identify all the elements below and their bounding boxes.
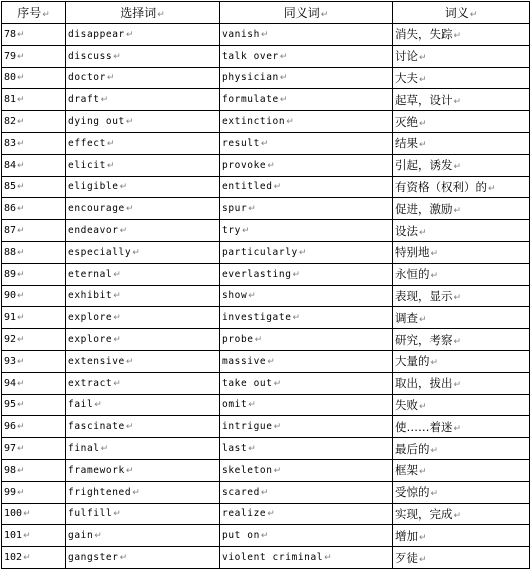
row-meaning: 促进，激励↵: [393, 198, 530, 220]
paragraph-mark-icon: ↵: [419, 53, 427, 64]
paragraph-mark-icon: ↵: [267, 160, 276, 171]
paragraph-mark-icon: ↵: [17, 226, 25, 237]
table-row: [2, 547, 530, 569]
row-word: gain↵: [66, 525, 220, 547]
paragraph-mark-icon: ↵: [419, 74, 427, 85]
paragraph-mark-icon: ↵: [453, 336, 462, 347]
row-meaning: 讨论↵: [393, 45, 530, 67]
row-number: 102↵: [2, 547, 66, 569]
paragraph-mark-icon: ↵: [279, 95, 289, 106]
paragraph-mark-icon: ↵: [119, 553, 128, 564]
row-number: 80↵: [2, 67, 66, 89]
paragraph-mark-icon: ↵: [273, 182, 282, 193]
row-meaning: 设法↵: [393, 220, 530, 242]
table-row: [2, 132, 530, 154]
row-synonym: extinction↵: [220, 111, 393, 133]
row-number: 97↵: [2, 438, 66, 460]
paragraph-mark-icon: ↵: [273, 465, 282, 476]
row-word: explore↵: [66, 307, 220, 329]
paragraph-mark-icon: ↵: [100, 444, 109, 455]
table-row: [2, 285, 530, 307]
row-synonym: formulate↵: [220, 89, 393, 111]
paragraph-mark-icon: ↵: [94, 400, 103, 411]
table-row: [2, 241, 530, 263]
row-synonym: spur↵: [220, 198, 393, 220]
paragraph-mark-icon: ↵: [17, 444, 25, 455]
row-number: 96↵: [2, 416, 66, 438]
row-synonym: skeleton↵: [220, 459, 393, 481]
paragraph-mark-icon: ↵: [453, 96, 462, 107]
table-row: [2, 503, 530, 525]
paragraph-mark-icon: ↵: [430, 445, 439, 456]
paragraph-mark-icon: ↵: [113, 313, 122, 324]
paragraph-mark-icon: ↵: [23, 509, 31, 520]
paragraph-mark-icon: ↵: [17, 117, 25, 128]
table-row: [2, 372, 530, 394]
paragraph-mark-icon: ↵: [17, 313, 25, 324]
row-synonym: realize↵: [220, 503, 393, 525]
table-row: [2, 220, 530, 242]
row-word: fail↵: [66, 394, 220, 416]
row-number: 82↵: [2, 111, 66, 133]
row-synonym: entitled↵: [220, 176, 393, 198]
row-word: framework↵: [66, 459, 220, 481]
row-meaning: 研究，考察↵: [393, 329, 530, 351]
paragraph-mark-icon: ↵: [125, 29, 135, 40]
row-word: frightened↵: [66, 481, 220, 503]
table-row: [2, 481, 530, 503]
paragraph-mark-icon: ↵: [17, 204, 25, 215]
paragraph-mark-icon: ↵: [17, 400, 25, 411]
paragraph-mark-icon: ↵: [273, 422, 282, 433]
row-number: 90↵: [2, 285, 66, 307]
paragraph-mark-icon: ↵: [17, 160, 25, 171]
paragraph-mark-icon: ↵: [419, 554, 427, 565]
row-synonym: intrigue↵: [220, 416, 393, 438]
paragraph-mark-icon: ↵: [260, 138, 270, 149]
paragraph-mark-icon: ↵: [241, 226, 251, 237]
paragraph-mark-icon: ↵: [469, 10, 478, 20]
row-synonym: physician↵: [220, 67, 393, 89]
paragraph-mark-icon: ↵: [17, 182, 25, 193]
paragraph-mark-icon: ↵: [419, 140, 427, 151]
row-meaning: 表现，显示↵: [393, 285, 530, 307]
row-number: 83↵: [2, 132, 66, 154]
paragraph-mark-icon: ↵: [419, 118, 427, 129]
row-number: 99↵: [2, 481, 66, 503]
paragraph-mark-icon: ↵: [260, 531, 270, 542]
row-meaning: 使……着迷↵: [393, 416, 530, 438]
paragraph-mark-icon: ↵: [260, 29, 270, 40]
paragraph-mark-icon: ↵: [419, 467, 427, 478]
row-word: elicit↵: [66, 154, 220, 176]
row-number: 78↵: [2, 24, 66, 46]
row-meaning: 框架↵: [393, 459, 530, 481]
table-row: [2, 67, 530, 89]
header-word: 选择词↵: [66, 2, 220, 24]
row-number: 79↵: [2, 45, 66, 67]
paragraph-mark-icon: ↵: [113, 509, 122, 520]
paragraph-mark-icon: ↵: [248, 444, 257, 455]
paragraph-mark-icon: ↵: [106, 138, 116, 149]
paragraph-mark-icon: ↵: [430, 358, 439, 369]
paragraph-mark-icon: ↵: [453, 205, 462, 216]
row-synonym: scared↵: [220, 481, 393, 503]
paragraph-mark-icon: ↵: [254, 335, 263, 346]
paragraph-mark-icon: ↵: [324, 553, 333, 564]
row-word: dying out↵: [66, 111, 220, 133]
row-meaning: 灭绝↵: [393, 111, 530, 133]
row-synonym: try↵: [220, 220, 393, 242]
row-word: extract↵: [66, 372, 220, 394]
row-word: fascinate↵: [66, 416, 220, 438]
paragraph-mark-icon: ↵: [106, 160, 116, 171]
row-number: 87↵: [2, 220, 66, 242]
paragraph-mark-icon: ↵: [298, 247, 307, 258]
paragraph-mark-icon: ↵: [94, 531, 103, 542]
table-row: [2, 176, 530, 198]
row-synonym: everlasting↵: [220, 263, 393, 285]
row-synonym: violent criminal↵: [220, 547, 393, 569]
paragraph-mark-icon: ↵: [260, 487, 270, 498]
table-row: [2, 24, 530, 46]
row-word: especially↵: [66, 241, 220, 263]
paragraph-mark-icon: ↵: [430, 249, 439, 260]
paragraph-mark-icon: ↵: [125, 422, 135, 433]
row-synonym: investigate↵: [220, 307, 393, 329]
row-synonym: take out↵: [220, 372, 393, 394]
paragraph-mark-icon: ↵: [430, 489, 439, 500]
paragraph-mark-icon: ↵: [100, 95, 109, 106]
row-word: explore↵: [66, 329, 220, 351]
row-number: 93↵: [2, 350, 66, 372]
row-synonym: last↵: [220, 438, 393, 460]
table-row: [2, 329, 530, 351]
header-meaning: 词义↵: [393, 2, 530, 24]
paragraph-mark-icon: ↵: [453, 510, 462, 521]
row-meaning: 调查↵: [393, 307, 530, 329]
paragraph-mark-icon: ↵: [132, 247, 141, 258]
paragraph-mark-icon: ↵: [279, 51, 289, 62]
row-synonym: show↵: [220, 285, 393, 307]
paragraph-mark-icon: ↵: [17, 95, 25, 106]
paragraph-mark-icon: ↵: [17, 291, 25, 302]
row-synonym: particularly↵: [220, 241, 393, 263]
paragraph-mark-icon: ↵: [453, 423, 462, 434]
row-synonym: put on↵: [220, 525, 393, 547]
paragraph-mark-icon: ↵: [17, 378, 25, 389]
row-number: 100↵: [2, 503, 66, 525]
table-row: [2, 111, 530, 133]
table-row: [2, 459, 530, 481]
row-number: 101↵: [2, 525, 66, 547]
paragraph-mark-icon: ↵: [453, 292, 462, 303]
paragraph-mark-icon: ↵: [113, 378, 122, 389]
paragraph-mark-icon: ↵: [113, 291, 122, 302]
row-word: exhibit↵: [66, 285, 220, 307]
paragraph-mark-icon: ↵: [279, 73, 289, 84]
row-meaning: 结果↵: [393, 132, 530, 154]
row-meaning: 引起，诱发↵: [393, 154, 530, 176]
paragraph-mark-icon: ↵: [419, 532, 427, 543]
row-meaning: 最后的↵: [393, 438, 530, 460]
paragraph-mark-icon: ↵: [132, 487, 141, 498]
paragraph-mark-icon: ↵: [113, 269, 122, 280]
paragraph-mark-icon: ↵: [488, 183, 496, 194]
paragraph-mark-icon: ↵: [23, 553, 31, 564]
row-synonym: omit↵: [220, 394, 393, 416]
row-meaning: 大夫↵: [393, 67, 530, 89]
paragraph-mark-icon: ↵: [23, 531, 31, 542]
paragraph-mark-icon: ↵: [453, 31, 462, 42]
paragraph-mark-icon: ↵: [17, 138, 25, 149]
paragraph-mark-icon: ↵: [453, 162, 462, 173]
row-number: 88↵: [2, 241, 66, 263]
table-row: [2, 154, 530, 176]
row-word: final↵: [66, 438, 220, 460]
row-number: 84↵: [2, 154, 66, 176]
paragraph-mark-icon: ↵: [292, 269, 301, 280]
vocabulary-table: [1, 1, 530, 569]
row-meaning: 受惊的↵: [393, 481, 530, 503]
row-number: 95↵: [2, 394, 66, 416]
paragraph-mark-icon: ↵: [273, 378, 282, 389]
row-word: disappear↵: [66, 24, 220, 46]
paragraph-mark-icon: ↵: [17, 487, 25, 498]
row-word: encourage↵: [66, 198, 220, 220]
paragraph-mark-icon: ↵: [248, 204, 257, 215]
paragraph-mark-icon: ↵: [430, 271, 439, 282]
paragraph-mark-icon: ↵: [267, 356, 276, 367]
row-word: gangster↵: [66, 547, 220, 569]
paragraph-mark-icon: ↵: [320, 10, 329, 20]
paragraph-mark-icon: ↵: [419, 401, 427, 412]
paragraph-mark-icon: ↵: [125, 204, 135, 215]
row-number: 98↵: [2, 459, 66, 481]
row-word: discuss↵: [66, 45, 220, 67]
table-row: [2, 198, 530, 220]
table-row: [2, 394, 530, 416]
paragraph-mark-icon: ↵: [113, 335, 122, 346]
table-row: [2, 89, 530, 111]
table-row: [2, 525, 530, 547]
paragraph-mark-icon: ↵: [17, 73, 25, 84]
header-row: [2, 2, 530, 24]
paragraph-mark-icon: ↵: [17, 51, 25, 62]
paragraph-mark-icon: ↵: [17, 356, 25, 367]
paragraph-mark-icon: ↵: [17, 465, 25, 476]
header-number: 序号↵: [2, 2, 66, 24]
paragraph-mark-icon: ↵: [157, 10, 165, 20]
table-row: [2, 438, 530, 460]
row-synonym: vanish↵: [220, 24, 393, 46]
row-synonym: result↵: [220, 132, 393, 154]
row-word: eligible↵: [66, 176, 220, 198]
paragraph-mark-icon: ↵: [119, 226, 128, 237]
paragraph-mark-icon: ↵: [113, 51, 122, 62]
row-meaning: 消失，失踪↵: [393, 24, 530, 46]
paragraph-mark-icon: ↵: [17, 335, 25, 346]
row-word: endeavor↵: [66, 220, 220, 242]
row-meaning: 大量的↵: [393, 350, 530, 372]
row-synonym: provoke↵: [220, 154, 393, 176]
paragraph-mark-icon: ↵: [17, 422, 25, 433]
paragraph-mark-icon: ↵: [419, 227, 427, 238]
paragraph-mark-icon: ↵: [125, 465, 135, 476]
paragraph-mark-icon: ↵: [17, 269, 25, 280]
paragraph-mark-icon: ↵: [292, 313, 301, 324]
paragraph-mark-icon: ↵: [106, 73, 116, 84]
row-meaning: 起草，设计↵: [393, 89, 530, 111]
row-word: effect↵: [66, 132, 220, 154]
row-word: extensive↵: [66, 350, 220, 372]
row-number: 94↵: [2, 372, 66, 394]
paragraph-mark-icon: ↵: [248, 291, 257, 302]
table-row: [2, 416, 530, 438]
paragraph-mark-icon: ↵: [119, 182, 128, 193]
row-synonym: massive↵: [220, 350, 393, 372]
row-number: 89↵: [2, 263, 66, 285]
table-row: [2, 307, 530, 329]
row-word: fulfill↵: [66, 503, 220, 525]
row-synonym: probe↵: [220, 329, 393, 351]
header-synonym: 同义词↵: [220, 2, 393, 24]
paragraph-mark-icon: ↵: [125, 117, 135, 128]
paragraph-mark-icon: ↵: [42, 10, 50, 20]
row-meaning: 特别地↵: [393, 241, 530, 263]
paragraph-mark-icon: ↵: [17, 29, 25, 40]
paragraph-mark-icon: ↵: [125, 356, 135, 367]
row-word: draft↵: [66, 89, 220, 111]
row-meaning: 实现，完成↵: [393, 503, 530, 525]
row-meaning: 取出，拔出↵: [393, 372, 530, 394]
table-row: [2, 350, 530, 372]
paragraph-mark-icon: ↵: [419, 314, 427, 325]
row-meaning: 永恒的↵: [393, 263, 530, 285]
table-row: [2, 45, 530, 67]
row-word: eternal↵: [66, 263, 220, 285]
row-word: doctor↵: [66, 67, 220, 89]
paragraph-mark-icon: ↵: [17, 247, 25, 258]
row-meaning: 失败↵: [393, 394, 530, 416]
row-number: 91↵: [2, 307, 66, 329]
row-number: 85↵: [2, 176, 66, 198]
paragraph-mark-icon: ↵: [286, 117, 295, 128]
row-meaning: 有资格（权利）的↵: [393, 176, 530, 198]
row-synonym: talk over↵: [220, 45, 393, 67]
table-row: [2, 263, 530, 285]
row-number: 86↵: [2, 198, 66, 220]
row-number: 92↵: [2, 329, 66, 351]
paragraph-mark-icon: ↵: [248, 400, 257, 411]
paragraph-mark-icon: ↵: [453, 380, 462, 391]
row-meaning: 增加↵: [393, 525, 530, 547]
row-meaning: 歹徒↵: [393, 547, 530, 569]
row-number: 81↵: [2, 89, 66, 111]
paragraph-mark-icon: ↵: [267, 509, 276, 520]
